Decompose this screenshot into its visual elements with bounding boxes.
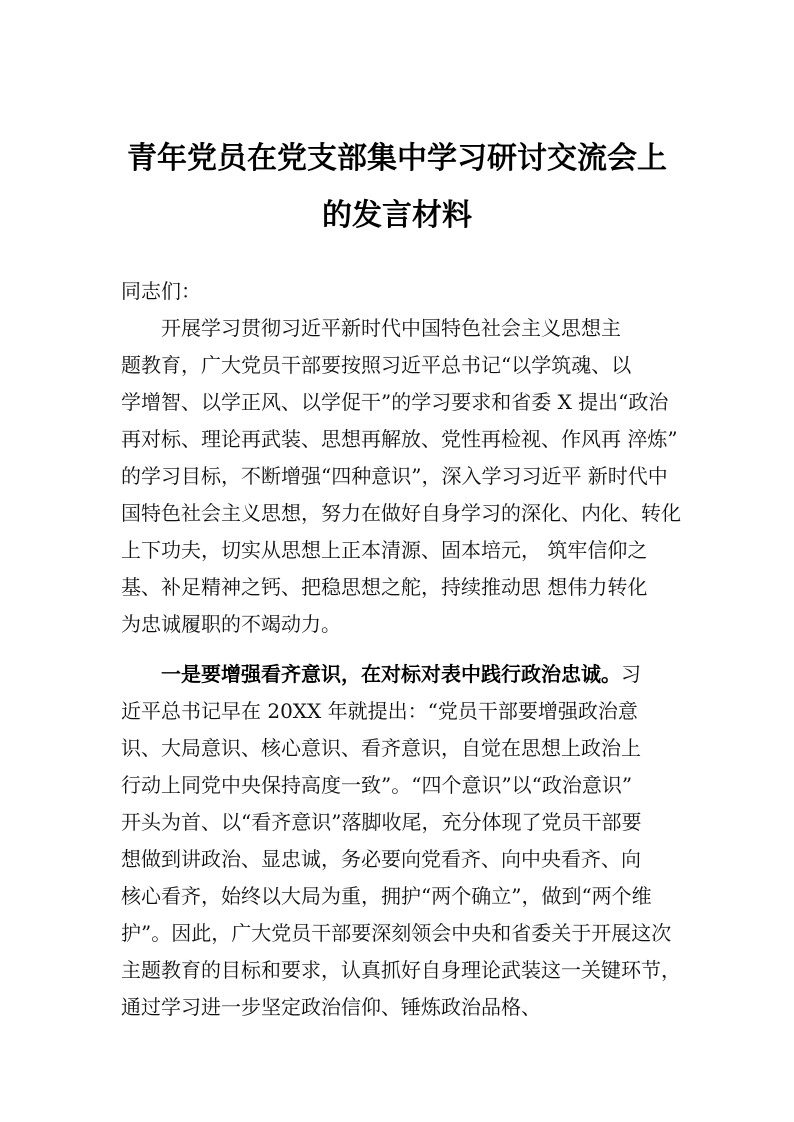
- paragraph-2-line: 护”。因此，广大党员干部要深刻领会中央和省委关于开展这次: [121, 921, 672, 945]
- paragraph-1-line: 题教育，广大党员干部要按照习近平总书记“以学筑魂、以: [121, 353, 632, 377]
- paragraph-2-first-line: [161, 659, 641, 689]
- paragraph-1-line: 为忠诚履职的不竭动力。: [121, 612, 341, 636]
- salutation: 同志们：: [121, 279, 201, 303]
- paragraph-2-first-line-rest: 习: [621, 662, 641, 686]
- paragraph-2-line: 行动上同党中央保持高度一致”。“四个意识”以“政治意识”: [121, 773, 633, 797]
- paragraph-1-line: 基、补足精神之钙、把稳思想之舵，持续推动思 想伟力转化: [121, 575, 648, 599]
- paragraph-2-line: 通过学习进一步坚定政治信仰、锤炼政治品格、: [121, 995, 541, 1019]
- document-title-line-1: 青年党员在党支部集中学习研讨交流会上: [127, 141, 667, 176]
- paragraph-1-line: 再对标、理论再武装、思想再解放、党性再检视、作风再 淬炼”: [121, 427, 678, 451]
- paragraph-2-line: 想做到讲政治、显忠诚，务必要向党看齐、向中央看齐、向: [121, 847, 641, 871]
- paragraph-1-line: 的学习目标，不断增强“四种意识”，深入学习习近平 新时代中: [121, 464, 668, 488]
- paragraph-2-line: 识、大局意识、核心意识、看齐意识，自觉在思想上政治上: [121, 736, 641, 760]
- paragraph-1-line: 上下功夫，切实从思想上正本清源、固本培元， 筑牢信仰之: [121, 538, 648, 562]
- paragraph-1-line: 学增智、以学正风、以学促干”的学习要求和省委 X 提出“政治: [121, 390, 669, 414]
- paragraph-2-line: 主题教育的目标和要求，认真抓好自身理论武装这一关键环节，: [121, 958, 681, 982]
- paragraph-2-line: 核心看齐，始终以大局为重，拥护“两个确立”，做到“两个维: [121, 884, 652, 908]
- paragraph-2-line: 开头为首、以“看齐意识”落脚收尾，充分体现了党员干部要: [121, 810, 642, 834]
- document-title-line-2: 的发言材料: [322, 198, 472, 233]
- paragraph-1-line: 开展学习贯彻习近平新时代中国特色社会主义思想主: [161, 316, 621, 340]
- paragraph-1-line: 国特色社会主义思想，努力在做好自身学习的深化、内化、转化: [121, 501, 681, 525]
- paragraph-2-line: 近平总书记早在 20XX 年就提出：“党员干部要增强政治意: [121, 699, 638, 723]
- paragraph-2-bold-lead: 一是要增强看齐意识，在对标对表中践行政治忠诚。: [161, 662, 621, 686]
